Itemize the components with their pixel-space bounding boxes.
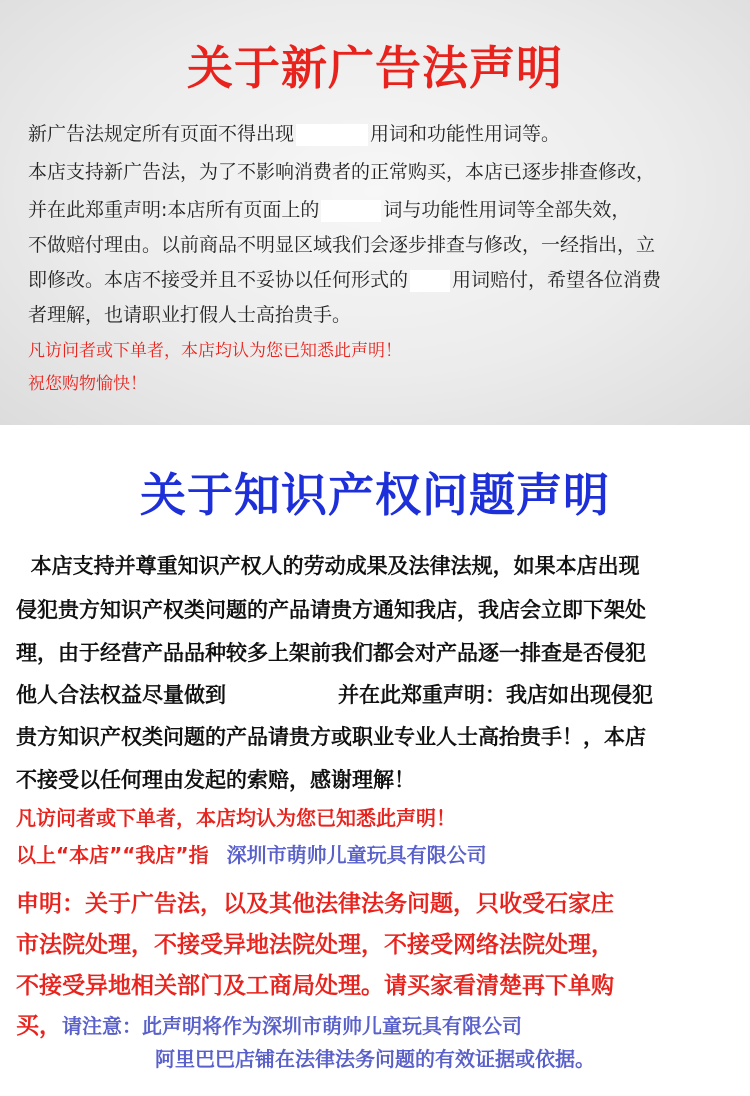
declaration-final-line: 阿里巴巴店铺在法律法务问题的有效证据或依据。 [155,1047,595,1071]
declaration-line-3: 不接受异地相关部门及工商局处理。请买家看清楚再下单购 [16,973,614,999]
ad-law-line-5 [28,267,661,293]
ad-law-line-3-text-b: 词与功能性用词等全部失效， [383,199,631,221]
store-reference-text: 以上“本店”“我店”指 [16,843,209,867]
declaration-line-2: 市法院处理，不接受异地法院处理，不接受网络法院处理， [16,932,614,958]
ad-law-line-1-text-a: 新广告法规定所有页面不得出现 [28,123,295,145]
ip-line-4 [16,680,653,710]
ip-notice-title: 关于知识产权问题声明 [140,468,610,522]
declaration-line-4 [16,1010,522,1042]
ip-line-4-text-a: 他人合法权益尽量做到 [16,683,226,707]
redacted-blank [321,200,381,222]
company-name: 深圳市萌帅儿童玩具有限公司 [226,843,487,867]
ip-line-5: 贵方知识产权类问题的产品请贵方或职业专业人士高抬贵手！，本店 [16,725,646,749]
store-reference-line [16,840,487,870]
ad-law-line-3-text-a: 并在此郑重声明:本店所有页面上的 [28,199,320,221]
ip-line-3: 理，由于经营产品品种较多上架前我们都会对产品逐一排查是否侵犯 [16,641,646,665]
ad-law-notice-panel [0,0,750,425]
redacted-blank [226,684,338,708]
ad-law-line-1-text-b: 用词和功能性用词等。 [370,123,561,145]
ad-law-line-5-text-a: 即修改。本店不接受并且不妥协以任何形式的 [28,269,409,291]
ip-line-1: 本店支持并尊重知识产权人的劳动成果及法律法规，如果本店出现 [16,554,640,578]
ad-law-title: 关于新广告法声明 [187,41,563,95]
redacted-blank [410,270,450,292]
ad-law-line-5-text-b: 用词赔付，希望各位消费 [452,269,662,291]
ad-law-line-2: 本店支持新广告法，为了不影响消费者的正常购买，本店已逐步排查修改， [28,161,656,183]
declaration-line-1: 申明：关于广告法，以及其他法律法务问题，只收受石家庄 [16,891,614,917]
declaration-line-4-red: 买， [16,1013,62,1039]
declaration-line-4-blue: 请注意：此声明将作为深圳市萌帅儿童玩具有限公司 [62,1014,522,1038]
ip-red-line: 凡访问者或下单者，本店均认为您已知悉此声明！ [16,806,456,830]
ad-law-line-1 [28,121,560,147]
ip-line-2: 侵犯贵方知识产权类问题的产品请贵方通知我店，我店会立即下架处 [16,598,646,622]
ip-line-6: 不接受以任何理由发起的索赔，感谢理解！ [16,768,415,792]
ip-line-4-text-b: 并在此郑重声明：我店如出现侵犯 [338,683,653,707]
ad-law-line-3 [28,197,630,223]
ad-law-red-line-2: 祝您购物愉快！ [28,374,147,394]
redacted-blank [296,124,368,146]
ad-law-line-4: 不做赔付理由。以前商品不明显区域我们会逐步排查与修改，一经指出，立 [28,234,656,256]
ad-law-red-line-1: 凡访问者或下单者，本店均认为您已知悉此声明！ [28,341,402,361]
ad-law-line-6: 者理解，也请职业打假人士高抬贵手。 [28,304,352,326]
